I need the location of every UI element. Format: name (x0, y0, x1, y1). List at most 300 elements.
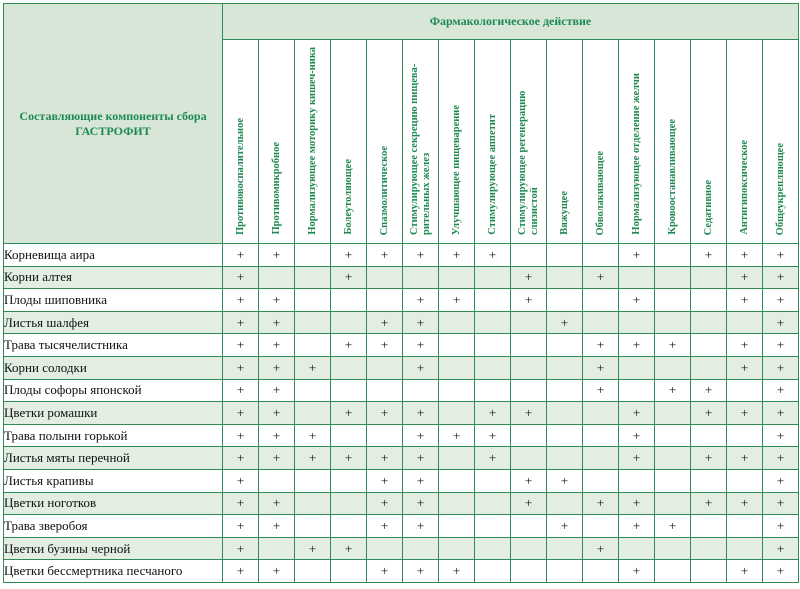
action-cell: + (439, 560, 475, 583)
action-cell: + (763, 289, 799, 312)
table-row (4, 266, 799, 289)
column-header-label: Антигипоксическое (738, 140, 750, 235)
action-cell (727, 469, 763, 492)
action-cell (331, 469, 367, 492)
action-cell (727, 379, 763, 402)
action-cell (691, 560, 727, 583)
action-cell: + (331, 266, 367, 289)
action-cell (439, 311, 475, 334)
action-cell: + (223, 402, 259, 425)
table-row (4, 492, 799, 515)
action-cell (655, 289, 691, 312)
action-cell: + (259, 334, 295, 357)
action-cell: + (403, 469, 439, 492)
action-cell: + (727, 266, 763, 289)
action-cell (691, 469, 727, 492)
action-cell: + (763, 402, 799, 425)
action-cell (331, 379, 367, 402)
action-cell: + (223, 244, 259, 267)
action-cell: + (619, 424, 655, 447)
column-header (583, 40, 619, 244)
action-cell (475, 469, 511, 492)
action-cell (655, 469, 691, 492)
column-header (295, 40, 331, 244)
action-cell: + (295, 356, 331, 379)
action-cell (439, 402, 475, 425)
action-cell (475, 334, 511, 357)
action-cell: + (727, 289, 763, 312)
action-cell: + (763, 244, 799, 267)
action-cell (295, 402, 331, 425)
action-cell (331, 492, 367, 515)
action-cell: + (511, 402, 547, 425)
action-cell: + (331, 402, 367, 425)
column-header (655, 40, 691, 244)
action-cell: + (727, 447, 763, 470)
action-cell (511, 515, 547, 538)
column-header-label: Седативное (702, 179, 714, 235)
action-cell (295, 334, 331, 357)
component-name: Цветки ромашки (4, 402, 223, 425)
column-header (763, 40, 799, 244)
column-header (439, 40, 475, 244)
action-cell (547, 447, 583, 470)
action-cell: + (367, 560, 403, 583)
column-header (727, 40, 763, 244)
action-cell: + (619, 515, 655, 538)
action-cell (583, 289, 619, 312)
table-row (4, 515, 799, 538)
action-cell (655, 560, 691, 583)
action-cell: + (619, 402, 655, 425)
action-cell (655, 356, 691, 379)
action-cell: + (367, 244, 403, 267)
action-cell (367, 266, 403, 289)
column-header (367, 40, 403, 244)
action-cell (367, 356, 403, 379)
action-cell: + (583, 379, 619, 402)
action-cell: + (439, 289, 475, 312)
action-cell (511, 311, 547, 334)
action-cell (475, 311, 511, 334)
action-cell: + (583, 266, 619, 289)
action-cell (295, 515, 331, 538)
action-cell: + (259, 289, 295, 312)
action-cell: + (727, 334, 763, 357)
action-cell (655, 537, 691, 560)
action-cell: + (403, 492, 439, 515)
action-cell (655, 266, 691, 289)
action-cell (583, 469, 619, 492)
action-cell: + (259, 447, 295, 470)
action-cell: + (331, 334, 367, 357)
action-cell (655, 244, 691, 267)
action-cell: + (619, 334, 655, 357)
action-cell (691, 515, 727, 538)
column-header-label: Общеукрепляющее (774, 142, 786, 235)
action-cell (439, 492, 475, 515)
component-name: Листья шалфея (4, 311, 223, 334)
column-header (403, 40, 439, 244)
action-cell (727, 424, 763, 447)
action-cell (295, 469, 331, 492)
action-cell (655, 402, 691, 425)
action-cell: + (439, 424, 475, 447)
table-row (4, 537, 799, 560)
action-cell (439, 379, 475, 402)
action-cell: + (295, 424, 331, 447)
action-cell: + (223, 311, 259, 334)
action-cell: + (475, 424, 511, 447)
table-row (4, 402, 799, 425)
column-header (691, 40, 727, 244)
action-cell (691, 266, 727, 289)
action-cell (691, 311, 727, 334)
action-cell: + (223, 447, 259, 470)
component-name: Листья крапивы (4, 469, 223, 492)
action-cell (475, 537, 511, 560)
action-cell: + (619, 289, 655, 312)
component-name: Корневища аира (4, 244, 223, 267)
action-cell (259, 537, 295, 560)
action-cell: + (295, 537, 331, 560)
action-cell: + (367, 311, 403, 334)
action-cell (619, 379, 655, 402)
column-header-label: Стимулирующее секрецию пищева-рительных желез (408, 63, 432, 235)
component-name: Плоды шиповника (4, 289, 223, 312)
action-cell: + (619, 492, 655, 515)
action-cell (583, 447, 619, 470)
action-cell: + (763, 311, 799, 334)
action-cell: + (763, 379, 799, 402)
action-cell (295, 289, 331, 312)
action-cell (583, 402, 619, 425)
action-cell: + (763, 469, 799, 492)
action-cell (475, 379, 511, 402)
action-cell (439, 537, 475, 560)
column-header (619, 40, 655, 244)
action-cell (295, 244, 331, 267)
action-cell: + (727, 356, 763, 379)
action-cell: + (403, 356, 439, 379)
action-cell: + (259, 402, 295, 425)
action-cell (511, 244, 547, 267)
action-cell (475, 266, 511, 289)
column-header-label: Обволакивающее (594, 150, 606, 235)
action-cell (547, 424, 583, 447)
action-cell: + (367, 469, 403, 492)
component-name: Плоды софоры японской (4, 379, 223, 402)
action-cell (511, 334, 547, 357)
table-row (4, 289, 799, 312)
action-cell: + (367, 334, 403, 357)
column-header-label: Противовоспалительное (234, 118, 246, 235)
table-row (4, 424, 799, 447)
action-cell (295, 379, 331, 402)
action-cell: + (727, 244, 763, 267)
action-cell: + (763, 447, 799, 470)
action-cell: + (619, 244, 655, 267)
action-cell: + (367, 447, 403, 470)
action-cell: + (763, 356, 799, 379)
action-cell: + (655, 379, 691, 402)
action-cell: + (763, 492, 799, 515)
action-cell (727, 311, 763, 334)
header-row-group (4, 4, 799, 40)
action-cell: + (547, 469, 583, 492)
pharmacological-action-header: Фармакологическое действие (223, 4, 799, 40)
action-cell (655, 424, 691, 447)
action-cell: + (547, 515, 583, 538)
column-header (547, 40, 583, 244)
action-cell: + (511, 469, 547, 492)
table-row (4, 447, 799, 470)
action-cell (259, 266, 295, 289)
action-cell: + (403, 424, 439, 447)
action-cell: + (223, 334, 259, 357)
action-cell: + (403, 447, 439, 470)
action-cell: + (727, 560, 763, 583)
action-cell (691, 289, 727, 312)
action-cell (619, 356, 655, 379)
action-cell (439, 356, 475, 379)
action-cell (367, 537, 403, 560)
action-cell: + (691, 492, 727, 515)
action-cell: + (259, 244, 295, 267)
column-header (223, 40, 259, 244)
action-cell: + (403, 244, 439, 267)
action-cell: + (259, 424, 295, 447)
component-name: Цветки ноготков (4, 492, 223, 515)
action-cell: + (259, 311, 295, 334)
action-cell (583, 515, 619, 538)
table-row (4, 244, 799, 267)
action-cell (475, 515, 511, 538)
action-cell: + (763, 266, 799, 289)
action-cell (547, 402, 583, 425)
column-header-label: Противомикробное (270, 142, 282, 235)
action-cell (547, 492, 583, 515)
action-cell (547, 334, 583, 357)
action-cell (403, 379, 439, 402)
table-row (4, 311, 799, 334)
action-cell (619, 537, 655, 560)
action-cell: + (655, 515, 691, 538)
action-cell (547, 289, 583, 312)
action-cell: + (223, 379, 259, 402)
action-cell (655, 492, 691, 515)
action-cell: + (259, 492, 295, 515)
action-cell (547, 379, 583, 402)
action-cell: + (727, 402, 763, 425)
action-cell (511, 379, 547, 402)
action-cell: + (763, 515, 799, 538)
action-cell (439, 266, 475, 289)
action-cell: + (583, 537, 619, 560)
action-cell (619, 311, 655, 334)
action-cell: + (223, 492, 259, 515)
action-cell: + (367, 492, 403, 515)
action-cell: + (367, 515, 403, 538)
action-cell: + (403, 402, 439, 425)
action-cell: + (331, 244, 367, 267)
component-name: Цветки бузины черной (4, 537, 223, 560)
action-cell: + (691, 379, 727, 402)
action-cell: + (223, 266, 259, 289)
column-header-label: Нормализующее моторику кишеч-ника (306, 47, 318, 235)
action-cell (331, 424, 367, 447)
action-cell: + (403, 289, 439, 312)
action-cell (439, 334, 475, 357)
action-cell: + (619, 560, 655, 583)
action-cell (367, 379, 403, 402)
action-cell: + (511, 266, 547, 289)
action-cell (259, 469, 295, 492)
action-cell (511, 356, 547, 379)
column-header-label: Стимулирующее регенерацию слизистой (516, 90, 540, 235)
component-name: Листья мяты перечной (4, 447, 223, 470)
pharmacology-table (3, 3, 799, 583)
action-cell (619, 469, 655, 492)
action-cell (727, 515, 763, 538)
action-cell: + (655, 334, 691, 357)
action-cell: + (475, 447, 511, 470)
column-header (259, 40, 295, 244)
table-row (4, 560, 799, 583)
action-cell (691, 334, 727, 357)
action-cell (691, 356, 727, 379)
column-header (475, 40, 511, 244)
action-cell (403, 266, 439, 289)
component-name: Корни солодки (4, 356, 223, 379)
action-cell: + (223, 560, 259, 583)
action-cell (547, 537, 583, 560)
action-cell: + (403, 311, 439, 334)
column-header-label: Спазмолитическое (378, 145, 390, 235)
action-cell (295, 311, 331, 334)
action-cell (727, 537, 763, 560)
action-cell: + (475, 402, 511, 425)
table-row (4, 334, 799, 357)
action-cell (475, 560, 511, 583)
action-cell: + (691, 447, 727, 470)
action-cell (691, 537, 727, 560)
action-cell (331, 356, 367, 379)
action-cell: + (223, 356, 259, 379)
action-cell: + (223, 469, 259, 492)
action-cell: + (259, 515, 295, 538)
table-row (4, 356, 799, 379)
action-cell: + (223, 515, 259, 538)
column-header (511, 40, 547, 244)
action-cell: + (583, 334, 619, 357)
action-cell: + (583, 492, 619, 515)
action-cell: + (763, 537, 799, 560)
action-cell: + (439, 244, 475, 267)
action-cell (547, 560, 583, 583)
action-cell (331, 560, 367, 583)
action-cell: + (583, 356, 619, 379)
column-header-label: Нормализующее отделение желчи (630, 73, 642, 235)
column-header-label: Кровоостанавливающее (666, 119, 678, 235)
action-cell (547, 266, 583, 289)
action-cell (547, 244, 583, 267)
action-cell: + (511, 492, 547, 515)
action-cell (439, 447, 475, 470)
action-cell (295, 266, 331, 289)
action-cell: + (223, 537, 259, 560)
action-cell (547, 356, 583, 379)
action-cell (403, 537, 439, 560)
action-cell (295, 560, 331, 583)
action-cell: + (403, 334, 439, 357)
action-cell: + (259, 379, 295, 402)
action-cell (367, 289, 403, 312)
action-cell: + (403, 560, 439, 583)
action-cell (331, 289, 367, 312)
action-cell (583, 560, 619, 583)
action-cell: + (691, 244, 727, 267)
action-cell (619, 266, 655, 289)
column-header-label: Болеутоляющее (342, 159, 354, 235)
action-cell (295, 492, 331, 515)
action-cell (475, 289, 511, 312)
table-row (4, 469, 799, 492)
action-cell (691, 424, 727, 447)
action-cell (331, 311, 367, 334)
action-cell (475, 356, 511, 379)
component-name: Трава зверобоя (4, 515, 223, 538)
action-cell (511, 424, 547, 447)
action-cell: + (475, 244, 511, 267)
component-name: Трава тысячелистника (4, 334, 223, 357)
action-cell (511, 537, 547, 560)
action-cell: + (547, 311, 583, 334)
column-header-label: Улучшающее пищеварение (450, 104, 462, 235)
component-name: Корни алтея (4, 266, 223, 289)
action-cell (331, 515, 367, 538)
action-cell (475, 492, 511, 515)
action-cell: + (223, 424, 259, 447)
action-cell (439, 515, 475, 538)
action-cell (655, 447, 691, 470)
action-cell: + (763, 560, 799, 583)
action-cell: + (331, 537, 367, 560)
action-cell (439, 469, 475, 492)
action-cell (655, 311, 691, 334)
action-cell (583, 424, 619, 447)
column-header (331, 40, 367, 244)
column-header-label: Стимулирующее аппетит (486, 114, 498, 235)
action-cell: + (691, 402, 727, 425)
action-cell (583, 244, 619, 267)
action-cell (511, 560, 547, 583)
action-cell: + (331, 447, 367, 470)
table-row (4, 379, 799, 402)
action-cell (511, 447, 547, 470)
action-cell: + (259, 560, 295, 583)
action-cell (367, 424, 403, 447)
action-cell: + (727, 492, 763, 515)
action-cell: + (763, 424, 799, 447)
action-cell (583, 311, 619, 334)
component-name: Трава полыни горькой (4, 424, 223, 447)
components-header: Составляющие компоненты сбора ГАСТРОФИТ (4, 4, 223, 244)
action-cell: + (367, 402, 403, 425)
column-header-label: Вяжущее (558, 191, 570, 235)
action-cell: + (223, 289, 259, 312)
action-cell: + (763, 334, 799, 357)
